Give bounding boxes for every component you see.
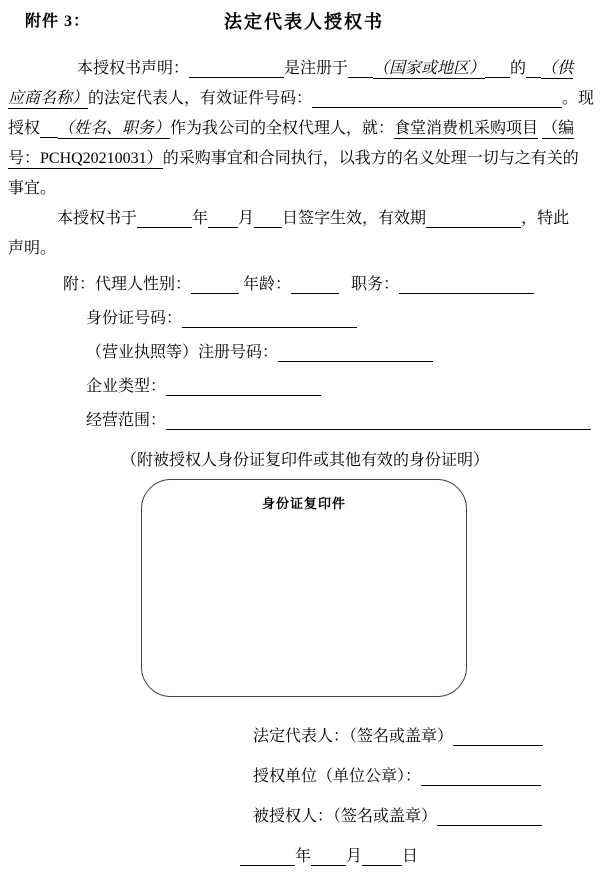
blank-underline <box>485 61 510 78</box>
blank-underline <box>426 211 521 228</box>
text-segment: 企业类型： <box>86 378 167 395</box>
declaration-line-3 <box>8 114 602 144</box>
document-header <box>0 0 608 38</box>
date-line <box>240 837 608 873</box>
agent-id-number-line <box>8 302 602 336</box>
text-segment: 年龄： <box>239 276 292 293</box>
text-segment: ，特此 <box>521 210 570 227</box>
text-segment: 事宜。 <box>8 180 57 197</box>
blank-underline <box>137 211 192 228</box>
blank-underline <box>312 91 562 108</box>
blank-underline <box>399 277 534 294</box>
business-scope-line <box>8 404 602 438</box>
text-segment: 职务： <box>339 276 400 293</box>
text-segment: 授权 <box>8 120 41 137</box>
blank-underline <box>254 211 282 228</box>
id-copy-box <box>141 479 467 697</box>
text-segment: 声明。 <box>8 240 57 257</box>
blank-underline <box>453 729 543 746</box>
validity-line-2 <box>8 234 602 264</box>
business-license-number-line <box>8 336 602 370</box>
text-segment: 年 <box>192 210 209 227</box>
text-segment: 月 <box>346 848 363 865</box>
legal-representative-signature-line <box>253 717 608 757</box>
text-segment: 授权单位（单位公章）： <box>253 768 422 785</box>
text-segment: 被授权人：（签名或盖章） <box>253 808 438 825</box>
blank-underline <box>240 849 295 866</box>
text-segment: 经营范围： <box>86 412 167 429</box>
text-segment: 的法定代表人，有效证件号码： <box>88 90 313 107</box>
declaration-line-1 <box>8 54 602 84</box>
text-segment: 应商名称） <box>8 90 89 107</box>
blank-underline <box>166 379 321 396</box>
declaration-line-5 <box>8 174 602 204</box>
id-copy-note: （附被授权人身份证复印件或其他有效的身份证明） <box>120 452 489 469</box>
blank-underline <box>208 211 238 228</box>
page-title: 法定代表人授权书 <box>224 12 384 32</box>
blank-underline <box>311 849 346 866</box>
text-segment: 日签字生效，有效期 <box>282 210 427 227</box>
id-copy-box-label: 身份证复印件 <box>261 496 346 511</box>
text-segment: 作为我公司的全权代理人，就： <box>170 120 395 137</box>
signature-block <box>253 717 608 837</box>
text-segment: 身份证号码： <box>86 310 183 327</box>
blank-underline <box>191 277 239 294</box>
agent-gender-age-title-line <box>8 268 602 302</box>
blank-underline <box>40 121 58 138</box>
text-segment: 是注册于 <box>284 60 349 77</box>
validity-line-1 <box>8 204 602 234</box>
declaration-line-4 <box>8 144 602 174</box>
text-segment: 食堂消费机采购项目 <box>394 120 539 137</box>
attachment-label: 附件 3： <box>25 13 91 30</box>
blank-underline <box>362 849 402 866</box>
text-segment: 法定代表人：（签名或盖章） <box>253 728 454 745</box>
text-segment: 的 <box>510 60 527 77</box>
text-segment: 年 <box>295 848 312 865</box>
text-segment: 日 <box>402 848 419 865</box>
text-segment: （编 <box>542 120 575 137</box>
authorizing-unit-seal-line <box>253 757 608 797</box>
document-body <box>8 54 602 476</box>
blank-underline <box>526 61 541 78</box>
text-segment: 。现 <box>562 90 595 107</box>
text-segment: 月 <box>238 210 255 227</box>
text-segment: （国家或地区） <box>373 60 486 77</box>
blank-underline <box>437 809 542 826</box>
validity-paragraph <box>8 204 602 264</box>
blank-underline <box>421 769 541 786</box>
declaration-paragraph <box>8 54 602 204</box>
agent-info-list <box>8 268 602 438</box>
blank-underline <box>166 413 591 430</box>
text-segment: （营业执照等）注册号码： <box>86 344 279 361</box>
text-segment: （供 <box>541 60 574 77</box>
blank-underline <box>189 61 284 78</box>
text-segment: 本授权书声明： <box>77 60 190 77</box>
blank-underline <box>278 345 433 362</box>
declaration-line-2 <box>8 84 602 114</box>
blank-underline <box>182 311 357 328</box>
text-segment: （姓名、职务） <box>58 120 171 137</box>
authorized-person-signature-line <box>253 797 608 837</box>
enterprise-type-line <box>8 370 602 404</box>
text-segment: 附：代理人性别： <box>63 276 192 293</box>
blank-underline <box>291 277 339 294</box>
blank-underline <box>348 61 373 78</box>
text-segment: 本授权书于 <box>57 210 138 227</box>
text-segment: 的采购事宜和合同执行，以我方的名义处理一切与之有关的 <box>162 150 579 167</box>
text-segment: 号：PCHQ20210031） <box>8 150 163 167</box>
